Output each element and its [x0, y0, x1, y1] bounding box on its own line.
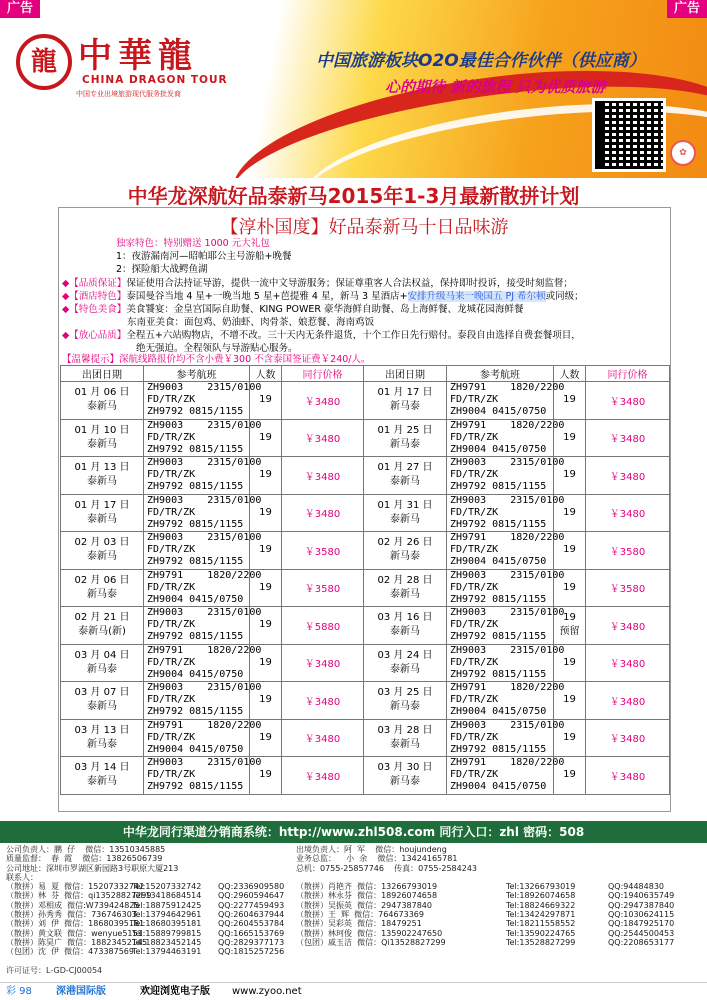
departure-date-cell — [364, 382, 447, 420]
welcome-text: 欢迎浏览电子版 — [140, 986, 210, 997]
site-link[interactable]: www.zyoo.net — [232, 986, 302, 997]
group-size: 19 — [250, 644, 282, 682]
departure-date: 03 月 24 日 — [377, 649, 433, 661]
column-header: 参考航班 — [144, 366, 250, 382]
contacts-right: 出境负责人：阿 军 微信：houjundeng 业务总监： 小 余 微信：13424165781 总机：0755-25857746 传真：0755-2584243 （散拼）肖艳齐 微信：13266793019 （散拼）林永芬 微信：18926074658 （散拼）吴振英 微信：2947387840 （散拼）王 辉 微信：764673369 （散拼）吴彩英 微信：18479251 （散拼）林珂俊 微信：135902247650 （包团）戚玉洁 微信：Qi13528827299 — [296, 845, 478, 947]
departure-date-cell — [61, 457, 144, 495]
group-size: 19 — [554, 457, 586, 495]
product-title: 【淳朴国度】好品泰新马十日品味游 — [220, 217, 509, 238]
flight-info: ZH9791 1820/2200 FD/TR/ZK ZH9004 0415/0750 — [447, 382, 554, 420]
flight-info: ZH9791 1820/2200 FD/TR/ZK ZH9004 0415/0750 — [144, 569, 250, 607]
table-row — [61, 682, 670, 720]
route-name: 泰新马 — [87, 476, 117, 488]
safe-feature-2: 绝无强迫。全程领队与导游贴心服务。 — [136, 343, 298, 354]
group-size: 19 — [554, 682, 586, 720]
route-name: 泰新马 — [87, 776, 117, 788]
departure-date: 01 月 17 日 — [377, 387, 433, 399]
departure-date: 03 月 25 日 — [377, 687, 433, 699]
route-name: 泰新马 — [390, 738, 420, 750]
flight-info: ZH9003 2315/0100 FD/TR/ZK ZH9792 0815/1155 — [447, 719, 554, 757]
departure-date: 01 月 13 日 — [74, 462, 130, 474]
route-name: 泰新马 — [87, 551, 117, 563]
group-size: 19 — [554, 494, 586, 532]
group-size: 19 — [250, 607, 282, 645]
safe-text: 全程五+六站购物店，不增不改。三十天内无条件退货，十个工作日先行赔付。泰段自由选择自费套餐项目， — [126, 330, 581, 341]
departure-date-cell — [61, 532, 144, 570]
license-number: 许可证号：L-GD-CJ00054 — [6, 966, 103, 975]
flight-info: ZH9003 2315/0100 FD/TR/ZK ZH9792 0815/1155 — [447, 494, 554, 532]
flight-info: ZH9003 2315/0100 FD/TR/ZK ZH9792 0815/1155 — [144, 682, 250, 720]
trade-price: ￥3480 — [282, 719, 364, 757]
route-name: 泰新马 — [390, 588, 420, 600]
table-row — [61, 719, 670, 757]
table-row — [61, 382, 670, 420]
trade-price: ￥3480 — [282, 682, 364, 720]
table-body — [61, 382, 670, 795]
trade-price: ￥3480 — [586, 382, 670, 420]
trade-price: ￥3480 — [586, 419, 670, 457]
route-name: 泰新马 — [390, 626, 420, 638]
hotel-feature — [62, 291, 584, 303]
trade-price: ￥3480 — [282, 644, 364, 682]
trade-price: ￥3480 — [586, 682, 670, 720]
departure-date: 03 月 16 日 — [377, 612, 433, 624]
departure-date: 01 月 25 日 — [377, 424, 433, 436]
food-text: 美食饕宴：金皇宫国际自助餐、KING POWER 豪华海鲜自助餐、岛上海鲜餐、龙城花园海鲜餐 — [126, 304, 524, 315]
group-size: 19 — [250, 457, 282, 495]
departure-date-cell — [364, 682, 447, 720]
trade-price: ￥3480 — [586, 457, 670, 495]
table-row — [61, 757, 670, 795]
brand-tagline: 中国专业出境旅游现代服务批发商 — [76, 90, 181, 98]
departure-date: 01 月 10 日 — [74, 424, 130, 436]
flight-info: ZH9003 2315/0100 FD/TR/ZK ZH9792 0815/1155 — [144, 494, 250, 532]
departure-date-cell — [61, 757, 144, 795]
trade-price: ￥3480 — [586, 494, 670, 532]
feature-item-1: 1：夜游漏南河—昭帕耶公主号游船+晚餐 — [116, 251, 292, 262]
table-row — [61, 457, 670, 495]
column-header: 人数 — [554, 366, 586, 382]
page-number: 彩 98 — [6, 986, 32, 997]
departure-date: 03 月 04 日 — [74, 649, 130, 661]
exclusive-text: 独家特色：特别赠送 1000 元大礼包 — [116, 238, 270, 249]
departure-date-cell — [364, 457, 447, 495]
route-name: 泰新马 — [87, 438, 117, 450]
departure-date-cell — [61, 607, 144, 645]
column-header: 出团日期 — [364, 366, 447, 382]
route-name: 泰新马 — [390, 663, 420, 675]
departure-date-cell — [61, 682, 144, 720]
departure-date: 01 月 31 日 — [377, 499, 433, 511]
departure-date: 02 月 06 日 — [74, 574, 130, 586]
route-name: 新马泰 — [87, 738, 117, 750]
hotel-tail: 或同级； — [545, 291, 584, 302]
flight-info: ZH9003 2315/0100 FD/TR/ZK ZH9792 0815/1155 — [144, 607, 250, 645]
table-row — [61, 419, 670, 457]
route-name: 泰新马 — [87, 513, 117, 525]
badge-icon: ✿ — [670, 140, 696, 166]
ad-label-right: 广告 — [667, 0, 707, 18]
departure-date: 01 月 17 日 — [74, 499, 130, 511]
departure-date: 01 月 27 日 — [377, 462, 433, 474]
table-header-row — [61, 366, 670, 382]
group-size: 19 — [554, 719, 586, 757]
flight-info: ZH9791 1820/2200 FD/TR/ZK ZH9004 0415/0750 — [447, 532, 554, 570]
departure-date: 03 月 28 日 — [377, 724, 433, 736]
flight-info: ZH9791 1820/2200 FD/TR/ZK ZH9004 0415/0750 — [144, 719, 250, 757]
group-size: 19 — [250, 382, 282, 420]
header-banner — [0, 0, 707, 178]
contacts-left: 公司负责人：鹏 仔 微信：13510345885 质量监督： 春 霞 微信：13826506739 公司地址：深圳市罗湖区新园路3号职原大厦213 联系人： （散拼）易 夏 微信：15207332742 （散拼）林 芬 微信：qi13528827299 （散拼）邓相成 微信:W739424825 （散拼）孙秀秀 微信：736746303 （散拼）刘 伊 微信：18680395181 （散拼）黄文联 微信：wenyue5151 （散拼）陈昊广 微信：18823452145 （包团）沈 伊 微信：473387569 — [6, 845, 179, 957]
dragon-logo-icon: 龍 — [16, 34, 72, 90]
schedule-table — [60, 365, 670, 795]
flight-info: ZH9003 2315/0100 FD/TR/ZK ZH9792 0815/1155 — [144, 532, 250, 570]
column-header: 同行价格 — [282, 366, 364, 382]
trade-price: ￥3580 — [586, 569, 670, 607]
qr-code-icon — [592, 98, 666, 172]
feature-item-2: 2：探险船大战鳄鱼湖 — [116, 264, 208, 275]
ad-label-left: 广告 — [0, 0, 40, 18]
trade-price: ￥3580 — [282, 569, 364, 607]
trade-price: ￥3480 — [282, 457, 364, 495]
food-label: ◆【特色美食】 — [62, 304, 127, 315]
group-size: 19 — [250, 569, 282, 607]
route-name: 新马泰 — [87, 663, 117, 675]
hotel-text: 泰国曼谷当地 4 星+一晚当地 5 星+芭提雅 4 星，新马 3 星酒店+ — [126, 291, 408, 302]
flight-info: ZH9003 2315/0100 FD/TR/ZK ZH9792 0815/1155 — [144, 757, 250, 795]
page-footer — [0, 982, 707, 1000]
flight-info: ZH9791 1820/2200 FD/TR/ZK ZH9004 0415/0750 — [447, 419, 554, 457]
safe-label: ◆【放心品质】 — [62, 330, 127, 341]
route-name: 新马泰 — [390, 551, 420, 563]
contacts-right-tel: Tel:13266793019 Tel:18926074658 Tel:18824669322 Tel:13424297871 Tel:18211558552 Tel:13590224765 Tel:13528827299 — [506, 882, 576, 947]
departure-date-cell — [364, 569, 447, 607]
route-name: 泰新马 — [390, 476, 420, 488]
quality-feature — [62, 278, 573, 290]
tip-text: 【温馨提示】深航线路报价均不含小费￥300 不含泰国签证费￥240/人。 — [62, 354, 371, 365]
flight-info: ZH9791 1820/2200 FD/TR/ZK ZH9004 0415/0750 — [144, 644, 250, 682]
quality-text: 保证使用合法持证导游，提供一流中文导游服务；保证尊重客人合法权益，保持即时投诉，接受时刻监督； — [126, 278, 573, 289]
hotel-label: ◆【酒店特色】 — [62, 291, 127, 302]
flight-info: ZH9791 1820/2200 FD/TR/ZK ZH9004 0415/0750 — [447, 682, 554, 720]
route-name: 泰新马 — [87, 701, 117, 713]
table-row — [61, 569, 670, 607]
departure-date-cell — [364, 757, 447, 795]
brand-name-cn: 中華龍 — [78, 36, 198, 76]
departure-date-cell — [61, 719, 144, 757]
departure-date: 02 月 26 日 — [377, 537, 433, 549]
flight-info: ZH9791 1820/2200 FD/TR/ZK ZH9004 0415/0750 — [447, 757, 554, 795]
slogan-line-2: 心的期待 新的旅程 只为优质旅游 — [385, 78, 606, 96]
departure-date: 02 月 21 日 — [74, 612, 130, 624]
trade-price: ￥3480 — [282, 419, 364, 457]
departure-date: 03 月 30 日 — [377, 762, 433, 774]
table-row — [61, 607, 670, 645]
route-name: 泰新马(新) — [78, 626, 126, 638]
departure-date-cell — [364, 719, 447, 757]
departure-date-cell — [61, 494, 144, 532]
column-header: 同行价格 — [586, 366, 670, 382]
column-header: 人数 — [250, 366, 282, 382]
route-name: 新马泰 — [390, 776, 420, 788]
group-size: 19 — [250, 757, 282, 795]
safe-feature — [62, 330, 581, 342]
trade-price: ￥3480 — [586, 644, 670, 682]
route-name: 新马泰 — [87, 588, 117, 600]
flight-info: ZH9003 2315/0100 FD/TR/ZK ZH9792 0815/1155 — [144, 419, 250, 457]
departure-date: 02 月 28 日 — [377, 574, 433, 586]
group-size: 19 — [554, 532, 586, 570]
departure-date-cell — [364, 494, 447, 532]
group-size: 19 — [554, 382, 586, 420]
departure-date-cell — [364, 419, 447, 457]
flight-info: ZH9003 2315/0100 FD/TR/ZK ZH9792 0815/1155 — [447, 569, 554, 607]
route-name: 新马泰 — [390, 401, 420, 413]
departure-date-cell — [364, 644, 447, 682]
slogan-line-1: 中国旅游板块O2O最佳合作伙伴（供应商） — [316, 51, 646, 71]
departure-date: 03 月 07 日 — [74, 687, 130, 699]
group-size: 19 — [250, 494, 282, 532]
departure-date: 03 月 14 日 — [74, 762, 130, 774]
trade-price: ￥3580 — [282, 532, 364, 570]
agency-bar: 中华龙同行渠道分销商系统：http://www.zhl508.com 同行入口：zhl 密码：508 — [0, 821, 707, 843]
quality-label: ◆【品质保证】 — [62, 278, 127, 289]
flight-info: ZH9003 2315/0100 FD/TR/ZK ZH9792 0815/1155 — [144, 382, 250, 420]
exclusive-feature — [116, 238, 270, 250]
group-size: 19 — [250, 419, 282, 457]
contacts-qq: QQ:2336909580 QQ:2960594647 QQ:2277459493 QQ:2604637944 QQ:2604553784 QQ:1665153769 QQ:2829377173 QQ:1815257256 — [218, 882, 285, 957]
flight-info: ZH9003 2315/0100 FD/TR/ZK ZH9792 0815/1155 — [447, 607, 554, 645]
trade-price: ￥3480 — [586, 757, 670, 795]
trade-price: ￥3480 — [586, 607, 670, 645]
contacts-tel: Tel:15207332742 Tel:13418684514 Tel:18875912425 Tel:13794642961 Tel:18680395181 Tel:15889799815 Tel:18823452145 Tel:13794463191 — [132, 882, 202, 957]
route-name: 新马泰 — [390, 701, 420, 713]
departure-date-cell — [364, 532, 447, 570]
departure-date-cell — [364, 607, 447, 645]
departure-date: 01 月 06 日 — [74, 387, 130, 399]
hotel-highlight: 安排升级马来一晚国五 PJ 希尔顿 — [407, 291, 546, 302]
group-size: 19 — [250, 532, 282, 570]
food-feature-2: 东南亚美食：面包鸡、奶油虾、肉骨茶、娘惹餐、海南鸡饭 — [127, 317, 375, 328]
departure-date: 02 月 03 日 — [74, 537, 130, 549]
edition-name: 深港国际版 — [56, 986, 106, 997]
departure-date-cell — [61, 382, 144, 420]
trade-price: ￥3480 — [282, 382, 364, 420]
trade-price: ￥3480 — [282, 494, 364, 532]
plan-title: 中华龙深航好品泰新马2015年1-3月最新散拼计划 — [127, 184, 580, 208]
brand-name-en: CHINA DRAGON TOUR — [82, 74, 228, 86]
departure-date-cell — [61, 644, 144, 682]
trade-price: ￥5880 — [282, 607, 364, 645]
route-name: 泰新马 — [390, 513, 420, 525]
group-size: 19 — [554, 419, 586, 457]
flight-info: ZH9003 2315/0100 FD/TR/ZK ZH9792 0815/1155 — [447, 457, 554, 495]
table-row — [61, 644, 670, 682]
group-size: 19 预留 — [554, 607, 586, 645]
route-name: 泰新马 — [87, 401, 117, 413]
group-size: 19 — [250, 682, 282, 720]
table-row — [61, 494, 670, 532]
brand-logo — [16, 26, 256, 106]
group-size: 19 — [554, 757, 586, 795]
table-row — [61, 532, 670, 570]
departure-date-cell — [61, 419, 144, 457]
group-size: 19 — [554, 644, 586, 682]
flight-info: ZH9003 2315/0100 FD/TR/ZK ZH9792 0815/1155 — [447, 644, 554, 682]
trade-price: ￥3480 — [586, 719, 670, 757]
trade-price: ￥3580 — [586, 532, 670, 570]
contacts-block — [6, 845, 675, 957]
trade-price: ￥3480 — [282, 757, 364, 795]
column-header: 参考航班 — [447, 366, 554, 382]
contacts-right-qq: QQ:94484830 QQ:1940635749 QQ:2947387840 QQ:1030624115 QQ:1847925170 QQ:2544500453 QQ:2208653177 — [608, 882, 675, 947]
group-size: 19 — [554, 569, 586, 607]
flight-info: ZH9003 2315/0100 FD/TR/ZK ZH9792 0815/1155 — [144, 457, 250, 495]
departure-date: 03 月 13 日 — [74, 724, 130, 736]
food-feature — [62, 304, 524, 316]
departure-date-cell — [61, 569, 144, 607]
group-size: 19 — [250, 719, 282, 757]
route-name: 新马泰 — [390, 438, 420, 450]
column-header: 出团日期 — [61, 366, 144, 382]
